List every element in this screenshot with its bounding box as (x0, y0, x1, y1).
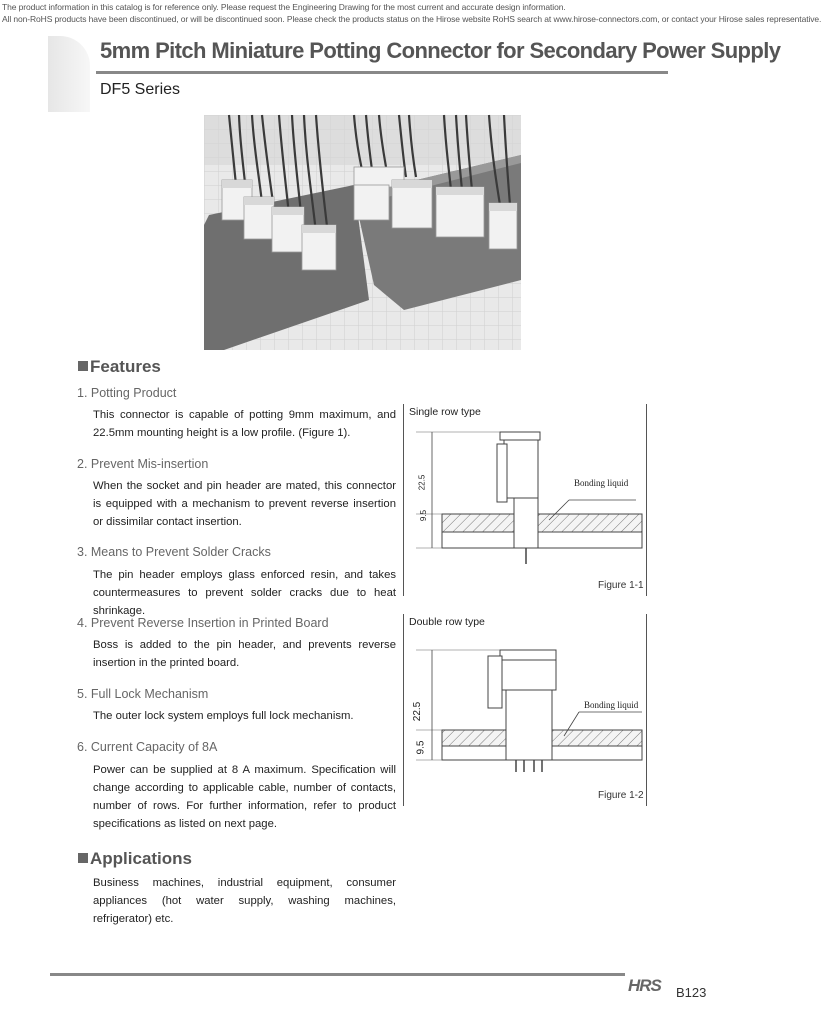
feature-body: Boss is added to the pin header, and prevents reverse insertion in the printed board. (93, 639, 396, 669)
figure-caption: Figure 1-1 (598, 580, 644, 591)
applications-body: Business machines, industrial equipment, consumer appliances (hot water supply, washing machines, refrigerator) etc. (93, 877, 396, 925)
dimension-label: 9.5 (419, 509, 429, 522)
feature-title: 2. Prevent Mis-insertion (77, 457, 209, 471)
annotation-label: Bonding liquid (584, 700, 639, 710)
double-row-section-drawing (404, 632, 646, 792)
figure-label: Double row type (409, 616, 485, 628)
product-photo (204, 115, 521, 350)
dimension-label: 22.5 (412, 701, 424, 722)
feature-title: 1. Potting Product (77, 386, 177, 400)
single-row-section-drawing (404, 422, 646, 582)
title-accent-shape (48, 36, 90, 112)
dimension-label: 9.5 (415, 740, 427, 755)
feature-body: This connector is capable of potting 9mm maximum, and 22.5mm mounting height is a low profile. (Figure 1). (93, 409, 396, 439)
feature-title: 3. Means to Prevent Solder Cracks (77, 545, 271, 559)
square-bullet-icon (78, 361, 88, 371)
feature-title: 6. Current Capacity of 8A (77, 740, 218, 754)
feature-body: When the socket and pin header are mated, this connector is equipped with a mechanism to prevent reverse insertion or dissimilar contact insertion. (93, 480, 396, 528)
feature-body: The outer lock system employs full lock mechanism. (93, 710, 354, 722)
feature-body: The pin header employs glass enforced resin, and takes countermeasures to prevent solder cracks due to heat shrinkage. (93, 569, 396, 617)
page-title: 5mm Pitch Miniature Potting Connector for Secondary Power Supply (100, 38, 781, 63)
figure-1-2 (403, 614, 647, 806)
applications-heading-text: Applications (90, 849, 193, 868)
features-heading (78, 357, 161, 377)
disclaimer-line-2: All non-RoHS products have been discontinued, or will be discontinued soon. Please check the products status on the Hirose website RoHS search at www.hirose-connectors.com, or contact your Hirose sales representative. (2, 14, 821, 24)
page-number: B123 (676, 985, 707, 1000)
applications-heading (78, 849, 192, 869)
feature-title: 4. Prevent Reverse Insertion in Printed Board (77, 616, 329, 630)
series-name: DF5 Series (100, 81, 181, 98)
feature-title: 5. Full Lock Mechanism (77, 687, 209, 701)
feature-body: Power can be supplied at 8 A maximum. Specification will change according to applicable cable, number of contacts, number of rows. For further information, refer to product specifications as listed on next page. (93, 764, 396, 830)
square-bullet-icon (78, 853, 88, 863)
figure-caption: Figure 1-2 (598, 790, 644, 801)
disclaimer-line-1: The product information in this catalog is for reference only. Please request the Engineering Drawing for the most current and accurate design information. (2, 2, 566, 12)
annotation-label: Bonding liquid (574, 478, 629, 488)
features-heading-text: Features (90, 357, 161, 376)
figure-1-1 (403, 404, 647, 596)
figure-label: Single row type (409, 406, 481, 418)
title-divider (96, 71, 668, 74)
dimension-label: 22.5 (417, 474, 427, 491)
hrs-logo: HRS (628, 976, 661, 995)
footer-divider (50, 973, 625, 976)
